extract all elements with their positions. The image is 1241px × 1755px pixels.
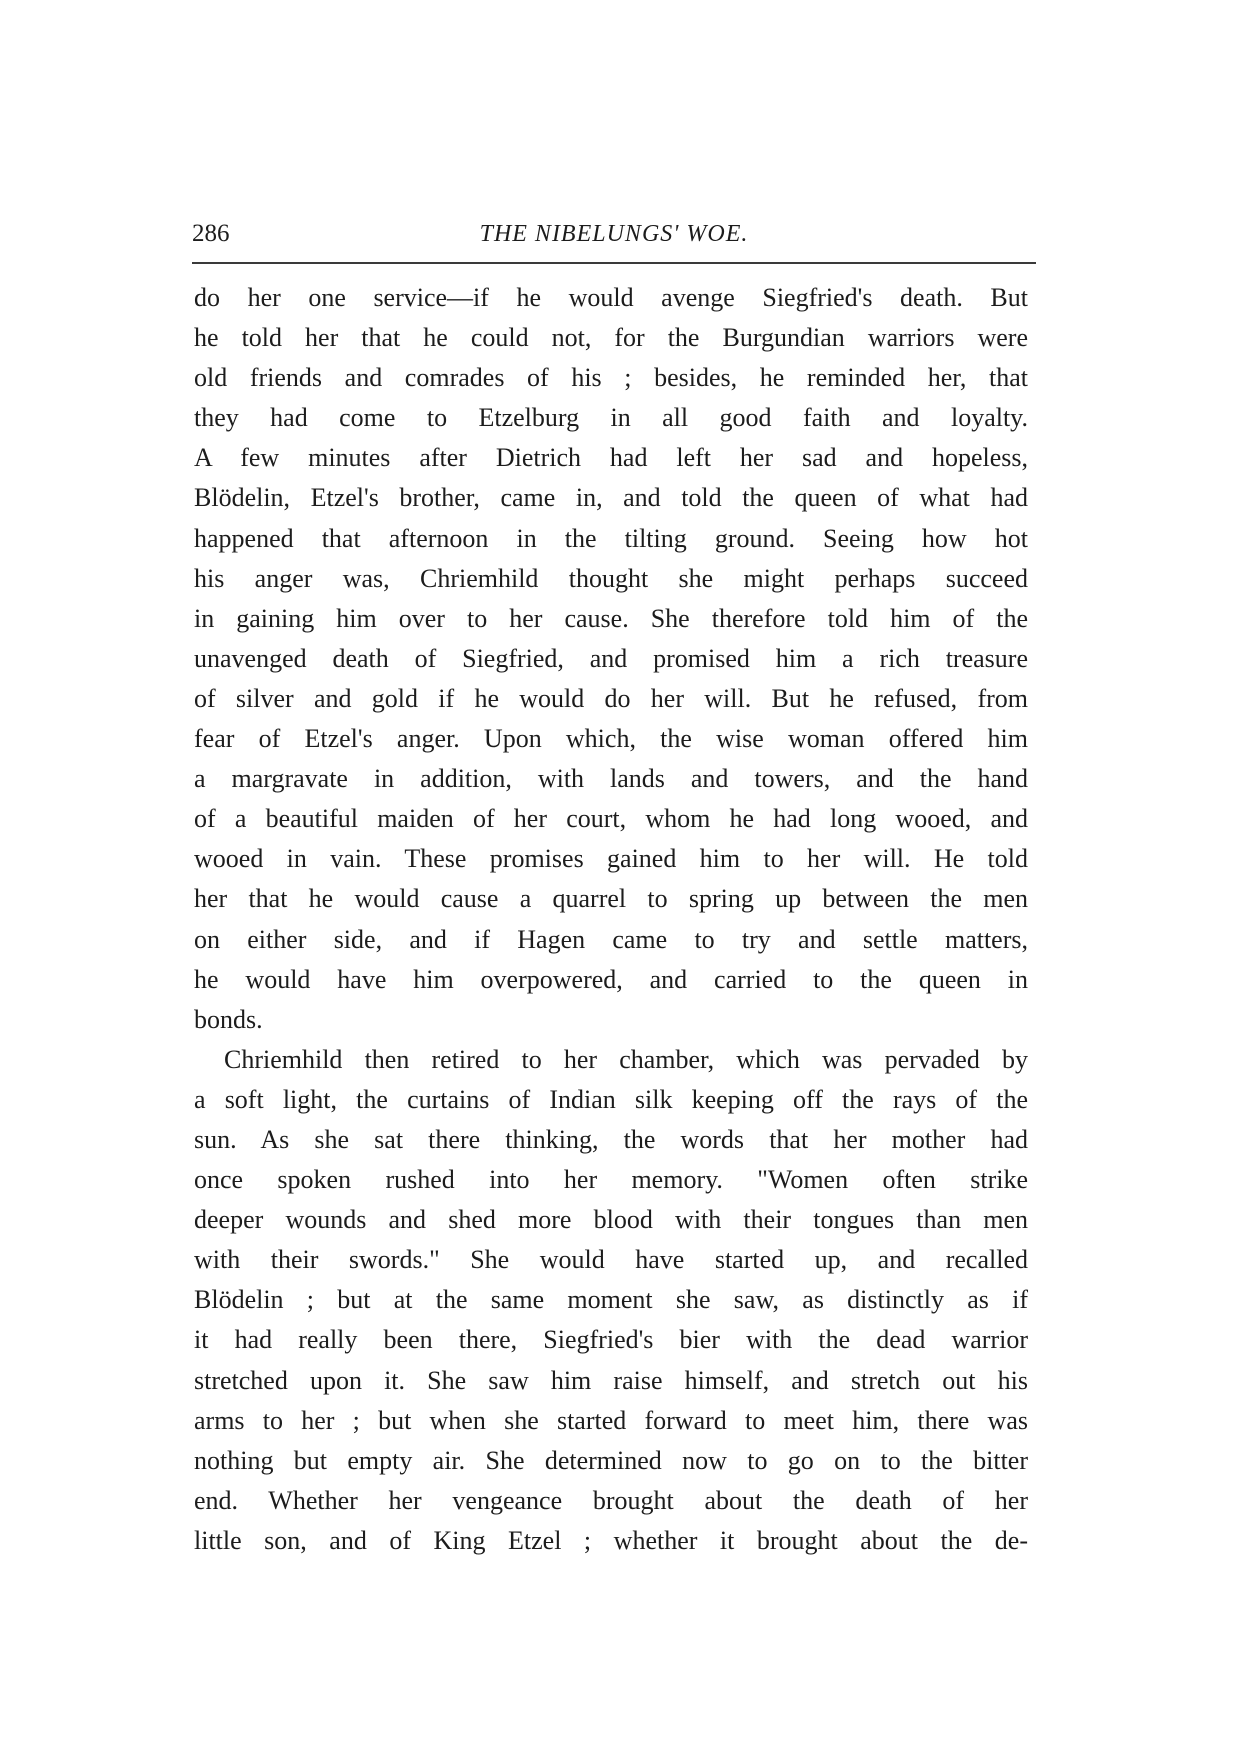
text-line: nothing but empty air. She determined now to go on to the bitter <box>194 1445 1028 1475</box>
text-line: of a beautiful maiden of her court, whom he had long wooed, and <box>194 804 1028 834</box>
text-line: with their swords." She would have started up, and recalled <box>194 1245 1028 1275</box>
text-line: wooed in vain. These promises gained him to her will. He told <box>194 844 1028 874</box>
text-line: end. Whether her vengeance brought about the death of her <box>194 1485 1028 1515</box>
text-line: once spoken rushed into her memory. "Women often strike <box>194 1165 1028 1195</box>
text-line: fear of Etzel's anger. Upon which, the wise woman offered him <box>194 724 1028 754</box>
running-title: THE NIBELUNGS' WOE. <box>479 221 749 247</box>
text-line: of silver and gold if he would do her will. But he refused, from <box>194 683 1028 713</box>
text-line: bonds. <box>194 1004 263 1034</box>
text-line: unavenged death of Siegfried, and promised him a rich treasure <box>194 643 1028 673</box>
page-number: 286 <box>192 220 230 247</box>
text-line: Blödelin, Etzel's brother, came in, and told the queen of what had <box>194 483 1028 513</box>
text-line: little son, and of King Etzel ; whether it brought about the de- <box>194 1525 1028 1555</box>
text-line: they had come to Etzelburg in all good faith and loyalty. <box>194 403 1028 433</box>
text-line: he told her that he could not, for the Burgundian warriors were <box>194 323 1028 353</box>
text-line: arms to her ; but when she started forward to meet him, there was <box>194 1405 1028 1435</box>
paragraph <box>194 278 1028 1040</box>
text-line: stretched upon it. She saw him raise himself, and stretch out his <box>194 1365 1028 1395</box>
text-line: deeper wounds and shed more blood with their tongues than men <box>194 1205 1028 1235</box>
paragraph <box>194 1040 1028 1561</box>
text-line: it had really been there, Siegfried's bier with the dead warrior <box>194 1325 1028 1355</box>
text-line: her that he would cause a quarrel to spring up between the men <box>194 884 1028 914</box>
text-line: happened that afternoon in the tilting ground. Seeing how hot <box>194 523 1028 553</box>
text-line: do her one service—if he would avenge Siegfried's death. But <box>194 283 1028 312</box>
text-line: a margravate in addition, with lands and towers, and the hand <box>194 764 1028 794</box>
body-text <box>194 278 1028 1561</box>
text-line: his anger was, Chriemhild thought she might perhaps succeed <box>194 563 1028 593</box>
text-line: sun. As she sat there thinking, the words that her mother had <box>194 1124 1028 1154</box>
text-line: a soft light, the curtains of Indian silk keeping off the rays of the <box>194 1084 1028 1114</box>
text-line: A few minutes after Dietrich had left her sad and hopeless, <box>194 443 1028 473</box>
text-line: on either side, and if Hagen came to try and settle matters, <box>194 924 1028 954</box>
header-rule <box>192 262 1036 264</box>
text-line: old friends and comrades of his ; besides, he reminded her, that <box>194 363 1028 393</box>
text-line: in gaining him over to her cause. She therefore told him of the <box>194 603 1028 633</box>
page-header <box>192 219 1036 259</box>
text-line: he would have him overpowered, and carried to the queen in <box>194 964 1028 994</box>
text-line: Chriemhild then retired to her chamber, which was pervaded by <box>224 1044 1028 1074</box>
text-line: Blödelin ; but at the same moment she saw, as distinctly as if <box>194 1285 1028 1315</box>
